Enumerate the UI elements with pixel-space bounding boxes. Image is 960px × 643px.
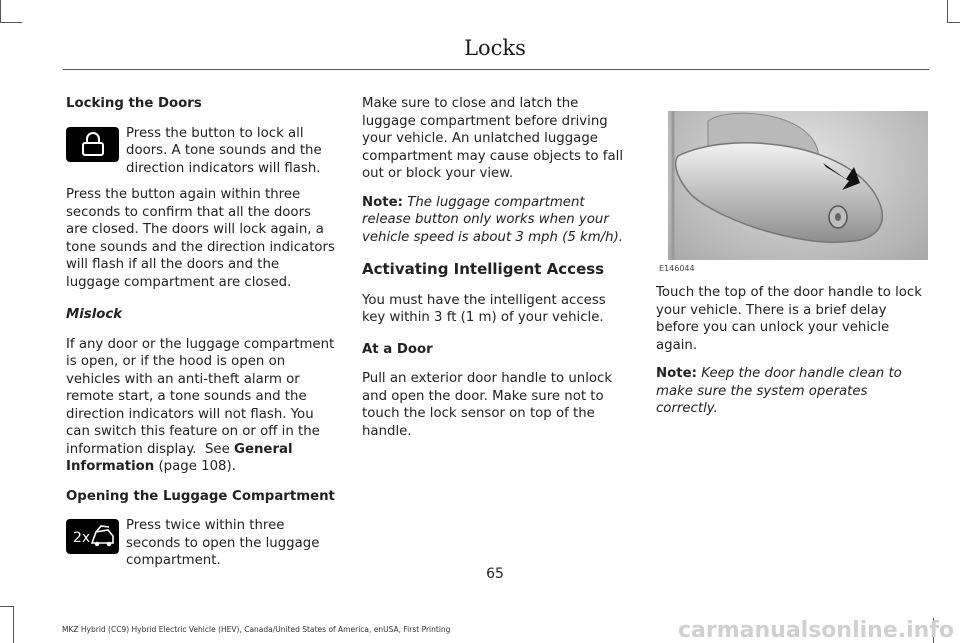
right-column (656, 284, 930, 429)
footer-text: MKZ Hybrid (CC9) Hybrid Electric Vehicle (HEV), Canada/United States of America, enUSA, First Printing (62, 625, 451, 634)
lock-text: Press the button to lock all doors. A tone sounds and the direction indicators will flash. (126, 125, 322, 176)
crop-mark (0, 22, 22, 23)
note-clean-handle: Note: Keep the door handle clean to make sure the system operates correctly. (656, 366, 902, 416)
header-rule (63, 69, 929, 70)
heading-opening-luggage: Opening the Luggage Compartment (66, 488, 335, 504)
left-column (66, 95, 336, 579)
page-title: Locks (464, 36, 526, 60)
heading-mislock: Mislock (66, 307, 123, 322)
open-luggage-text: Press twice within three seconds to open the luggage compartment. (126, 518, 320, 568)
crop-mark (0, 0, 1, 22)
open-luggage-instruction (66, 517, 336, 570)
image-id: E146044 (659, 264, 695, 273)
padlock-icon (66, 127, 119, 162)
open-trunk-icon (66, 519, 119, 554)
crop-mark (13, 606, 14, 643)
twox-label: 2x (72, 529, 90, 546)
crop-mark (0, 606, 13, 607)
lock-instruction (66, 125, 336, 178)
middle-column (362, 95, 632, 451)
latch-luggage-text: Make sure to close and latch the luggage compartment before driving your vehicle. An unlatched luggage compartment may cause objects to fall out or block your view. (362, 96, 624, 181)
watermark: carmanualsonline.info (678, 618, 954, 643)
general-information-link[interactable]: General Information (66, 441, 293, 474)
touch-handle-text: Touch the top of the door handle to lock your vehicle. There is a brief delay before you can unlock your vehicle again. (656, 285, 922, 353)
crop-mark (947, 22, 960, 23)
heading-locking-doors: Locking the Doors (66, 96, 202, 111)
note-release-button: Note: The luggage compartment release button only works when your vehicle speed is about 3 mph (5 km/h). (362, 194, 624, 245)
mislock-text: If any door or the luggage compartment is open, or if the hood is open on vehicles with an anti-theft alarm or remote start, a tone sounds and the direction indicators will not flash. You can switch this feature on or off in the information display. See General Information (page 108). (66, 336, 335, 474)
intelligent-access-text: You must have the intelligent access key within 3 ft (1 m) of your vehicle. (362, 292, 606, 325)
pull-handle-text: Pull an exterior door handle to unlock and open the door. Make sure not to touch the lock sensor on top of the handle. (362, 371, 613, 439)
heading-activating-intelligent-access: Activating Intelligent Access (362, 260, 605, 278)
door-handle-photo (668, 111, 928, 260)
crop-mark (947, 0, 948, 22)
heading-at-a-door: At a Door (362, 341, 433, 357)
page-number: 65 (486, 566, 504, 582)
press-again-text: Press the button again within three seconds to confirm that all the doors are closed. The doors will lock again, a tone sounds and the direction indicators will flash if all the doors and the luggage compartment are closed. (66, 187, 335, 290)
